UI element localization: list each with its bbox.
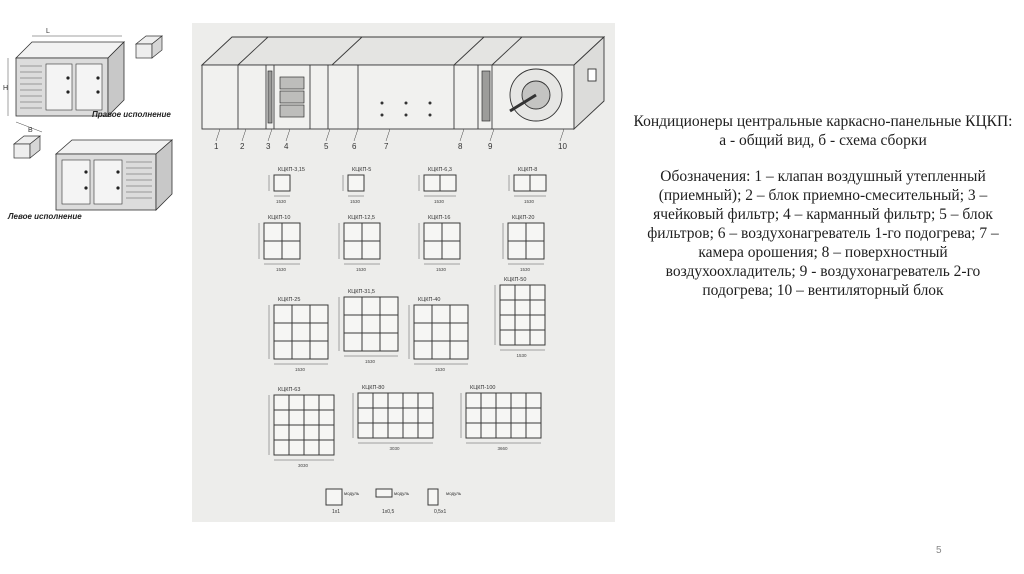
grid-module-cell bbox=[414, 305, 432, 323]
grid-module-cell bbox=[358, 423, 373, 438]
grid-module-cell bbox=[304, 395, 319, 410]
grid-module-cell bbox=[388, 393, 403, 408]
grid-module-cell bbox=[373, 423, 388, 438]
grid-width-dim-label: 1530 bbox=[520, 267, 531, 272]
grid-module-cell bbox=[344, 241, 362, 259]
part-number-label: 9 bbox=[488, 142, 493, 151]
grid-module-cell bbox=[515, 285, 530, 300]
part-number-label: 2 bbox=[240, 142, 245, 151]
grid-module-cell bbox=[515, 315, 530, 330]
grid-module-cell bbox=[362, 333, 380, 351]
grid-module-cell bbox=[526, 223, 544, 241]
grid-module-cell bbox=[304, 425, 319, 440]
grid-module-cell bbox=[282, 223, 300, 241]
part-leader-line bbox=[286, 129, 290, 141]
part-leader-line bbox=[354, 129, 358, 141]
size-grid-label: КЦКП-20 bbox=[512, 215, 535, 221]
assembly-scheme-svg bbox=[192, 23, 615, 522]
grid-module-cell bbox=[530, 175, 546, 191]
grid-module-cell bbox=[424, 223, 442, 241]
grid-width-dim-label: 1530 bbox=[435, 367, 446, 372]
grid-module-cell bbox=[514, 175, 530, 191]
grid-module-cell bbox=[274, 395, 289, 410]
part-number-label: 10 bbox=[558, 142, 567, 151]
legend-module-cell bbox=[428, 489, 438, 505]
grid-module-cell bbox=[526, 423, 541, 438]
grid-module-cell bbox=[319, 440, 334, 455]
grid-module-cell bbox=[418, 393, 433, 408]
size-grid-label: КЦКП-8 bbox=[518, 167, 538, 173]
grid-width-dim-label: 3030 bbox=[298, 463, 309, 468]
grid-module-cell bbox=[380, 333, 398, 351]
size-grid-label: КЦКП-6,3 bbox=[428, 167, 452, 173]
grid-module-cell bbox=[362, 241, 380, 259]
grid-module-cell bbox=[530, 300, 545, 315]
grid-module-cell bbox=[274, 305, 292, 323]
part-leader-line bbox=[560, 129, 564, 141]
grid-module-cell bbox=[373, 393, 388, 408]
grid-module-cell bbox=[319, 410, 334, 425]
grid-module-cell bbox=[442, 223, 460, 241]
grid-module-cell bbox=[481, 423, 496, 438]
part-number-label: 6 bbox=[352, 142, 357, 151]
grid-module-cell bbox=[496, 423, 511, 438]
grid-module-cell bbox=[500, 300, 515, 315]
grid-module-cell bbox=[319, 395, 334, 410]
size-grid-label: КЦКП-5 bbox=[352, 167, 372, 173]
grid-module-cell bbox=[508, 241, 526, 259]
part-leader-line bbox=[268, 129, 272, 141]
part-number-label: 7 bbox=[384, 142, 389, 151]
grid-width-dim-label: 1530 bbox=[516, 353, 527, 358]
grid-module-cell bbox=[380, 297, 398, 315]
grid-width-dim-label: 1530 bbox=[350, 199, 361, 204]
grid-module-cell bbox=[496, 393, 511, 408]
legend-module-label: модуль bbox=[394, 491, 410, 496]
part-leader-line bbox=[242, 129, 246, 141]
dim-l-label: L bbox=[46, 28, 50, 35]
grid-module-cell bbox=[511, 408, 526, 423]
grid-module-cell bbox=[500, 330, 515, 345]
grid-module-cell bbox=[414, 341, 432, 359]
size-grid-label: КЦКП-10 bbox=[268, 215, 291, 221]
grid-module-cell bbox=[403, 408, 418, 423]
figure-caption: Кондиционеры центральные каркасно-панельные КЦКП: а - общий вид, б - схема сборки bbox=[633, 113, 1013, 149]
size-grid-label: КЦКП-25 bbox=[278, 297, 301, 303]
size-grid-label: КЦКП-12,5 bbox=[348, 215, 375, 221]
legend-module-value: 1x0,5 bbox=[382, 509, 395, 515]
legend-module-label: модуль bbox=[344, 491, 360, 496]
grid-module-cell bbox=[362, 223, 380, 241]
part-number-label: 5 bbox=[324, 142, 329, 151]
grid-module-cell bbox=[530, 285, 545, 300]
grid-module-cell bbox=[424, 175, 440, 191]
grid-module-cell bbox=[274, 175, 290, 191]
right-version-caption: Правое исполнение bbox=[92, 110, 171, 119]
grid-module-cell bbox=[530, 330, 545, 345]
grid-module-cell bbox=[450, 323, 468, 341]
part-leader-line bbox=[216, 129, 220, 141]
grid-module-cell bbox=[481, 393, 496, 408]
grid-module-cell bbox=[292, 341, 310, 359]
grid-width-dim-label: 1530 bbox=[356, 267, 367, 272]
grid-module-cell bbox=[466, 423, 481, 438]
grid-module-cell bbox=[388, 408, 403, 423]
size-grid-label: КЦКП-80 bbox=[362, 385, 385, 391]
grid-module-cell bbox=[373, 408, 388, 423]
legend-module-cell bbox=[326, 489, 342, 505]
designations-legend: Обозначения: 1 – клапан воздушный утепленный (приемный); 2 – блок приемно-смесительный; 3 – ячейковый фильтр; 4 – карманный фильтр; 5 – блок фильтров; 6 – воздухонагреватель 1-го подогрева; 7 – камера орошения; 8 – поверхностный воздухоохладитель; 9 - воздухонагреватель 2-го подогрева; 10 – вентиляторный блок bbox=[647, 168, 999, 299]
grid-module-cell bbox=[466, 393, 481, 408]
dim-h-label: H bbox=[3, 85, 9, 92]
grid-module-cell bbox=[289, 440, 304, 455]
grid-module-cell bbox=[358, 408, 373, 423]
grid-module-cell bbox=[362, 297, 380, 315]
size-grid-label: КЦКП-100 bbox=[470, 385, 496, 391]
product-illustration bbox=[2, 22, 180, 254]
grid-module-cell bbox=[358, 393, 373, 408]
legend-module-value: 0,5x1 bbox=[434, 509, 447, 515]
grid-width-dim-label: 1530 bbox=[276, 199, 287, 204]
grid-module-cell bbox=[380, 315, 398, 333]
grid-module-cell bbox=[526, 241, 544, 259]
grid-module-cell bbox=[274, 323, 292, 341]
grid-width-dim-label: 3030 bbox=[389, 446, 400, 451]
grid-module-cell bbox=[500, 315, 515, 330]
grid-module-cell bbox=[310, 341, 328, 359]
grid-module-cell bbox=[481, 408, 496, 423]
grid-module-cell bbox=[450, 305, 468, 323]
assembly-scheme-scan bbox=[192, 23, 615, 522]
grid-module-cell bbox=[424, 241, 442, 259]
grid-module-cell bbox=[304, 440, 319, 455]
grid-module-cell bbox=[418, 408, 433, 423]
grid-width-dim-label: 1530 bbox=[524, 199, 535, 204]
grid-module-cell bbox=[344, 315, 362, 333]
grid-module-cell bbox=[304, 410, 319, 425]
grid-module-cell bbox=[289, 395, 304, 410]
grid-module-cell bbox=[292, 305, 310, 323]
grid-module-cell bbox=[388, 423, 403, 438]
size-grid-label: КЦКП-63 bbox=[278, 387, 301, 393]
grid-width-dim-label: 1530 bbox=[434, 199, 445, 204]
grid-module-cell bbox=[319, 425, 334, 440]
part-number-label: 8 bbox=[458, 142, 463, 151]
grid-width-dim-label: 1530 bbox=[276, 267, 287, 272]
grid-module-cell bbox=[274, 410, 289, 425]
grid-module-cell bbox=[274, 440, 289, 455]
part-leader-line bbox=[460, 129, 464, 141]
grid-module-cell bbox=[344, 333, 362, 351]
grid-module-cell bbox=[515, 330, 530, 345]
legend-module-label: модуль bbox=[446, 491, 462, 496]
size-grid-label: КЦКП-50 bbox=[504, 277, 527, 283]
dim-b-label: B bbox=[28, 127, 33, 134]
size-grid-label: КЦКП-16 bbox=[428, 215, 451, 221]
grid-module-cell bbox=[292, 323, 310, 341]
grid-module-cell bbox=[432, 341, 450, 359]
grid-module-cell bbox=[344, 223, 362, 241]
part-number-label: 1 bbox=[214, 142, 219, 151]
grid-module-cell bbox=[362, 315, 380, 333]
grid-width-dim-label: 1530 bbox=[365, 359, 376, 364]
grid-module-cell bbox=[310, 305, 328, 323]
grid-module-cell bbox=[344, 297, 362, 315]
grid-module-cell bbox=[466, 408, 481, 423]
page-number: 5 bbox=[936, 545, 942, 556]
grid-width-dim-label: 1530 bbox=[295, 367, 306, 372]
size-grid-label: КЦКП-31,5 bbox=[348, 289, 375, 295]
part-leader-line bbox=[386, 129, 390, 141]
legend-module-cell bbox=[376, 489, 392, 497]
grid-module-cell bbox=[310, 323, 328, 341]
grid-module-cell bbox=[274, 341, 292, 359]
part-leader-line bbox=[326, 129, 330, 141]
grid-module-cell bbox=[274, 425, 289, 440]
grid-module-cell bbox=[511, 393, 526, 408]
grid-module-cell bbox=[515, 300, 530, 315]
grid-module-cell bbox=[403, 393, 418, 408]
grid-module-cell bbox=[289, 410, 304, 425]
part-leader-line bbox=[490, 129, 494, 141]
grid-module-cell bbox=[450, 341, 468, 359]
part-number-label: 4 bbox=[284, 142, 289, 151]
grid-module-cell bbox=[526, 408, 541, 423]
grid-width-dim-label: 3660 bbox=[497, 446, 508, 451]
grid-module-cell bbox=[432, 323, 450, 341]
grid-module-cell bbox=[418, 423, 433, 438]
part-number-label: 3 bbox=[266, 142, 271, 151]
legend-module-value: 1x1 bbox=[332, 509, 341, 515]
grid-module-cell bbox=[348, 175, 364, 191]
grid-module-cell bbox=[508, 223, 526, 241]
grid-module-cell bbox=[500, 285, 515, 300]
left-version-caption: Левое исполнение bbox=[8, 212, 82, 221]
grid-module-cell bbox=[442, 241, 460, 259]
grid-module-cell bbox=[511, 423, 526, 438]
size-grid-label: КЦКП-3,15 bbox=[278, 167, 305, 173]
grid-module-cell bbox=[403, 423, 418, 438]
grid-width-dim-label: 1530 bbox=[436, 267, 447, 272]
size-grid-label: КЦКП-40 bbox=[418, 297, 441, 303]
grid-module-cell bbox=[526, 393, 541, 408]
grid-module-cell bbox=[264, 241, 282, 259]
grid-module-cell bbox=[289, 425, 304, 440]
grid-module-cell bbox=[432, 305, 450, 323]
text-column bbox=[632, 112, 1014, 317]
grid-module-cell bbox=[414, 323, 432, 341]
grid-module-cell bbox=[282, 241, 300, 259]
grid-module-cell bbox=[440, 175, 456, 191]
grid-module-cell bbox=[264, 223, 282, 241]
grid-module-cell bbox=[496, 408, 511, 423]
grid-module-cell bbox=[530, 315, 545, 330]
